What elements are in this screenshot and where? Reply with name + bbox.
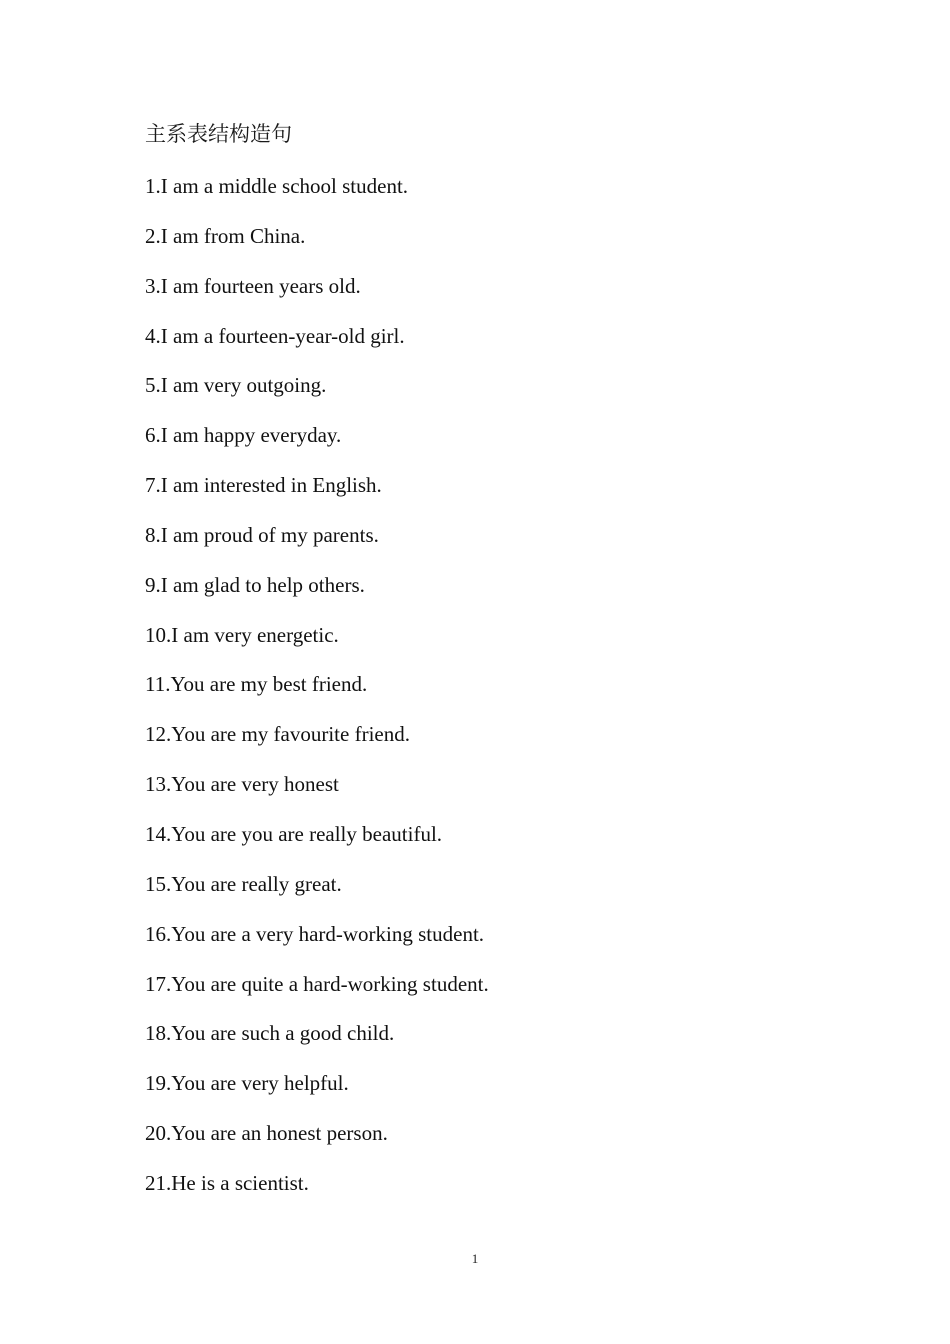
page-title: 主系表结构造句 bbox=[145, 122, 292, 146]
sentence-item: 3.I am fourteen years old. bbox=[145, 273, 361, 298]
sentence-item: 15.You are really great. bbox=[145, 871, 342, 896]
sentence-item: 13.You are very honest bbox=[145, 772, 339, 797]
sentence-item: 12.You are my favourite friend. bbox=[145, 722, 410, 747]
sentence-item: 16.You are a very hard-working student. bbox=[145, 921, 485, 946]
sentence-item: 6.I am happy everyday. bbox=[145, 423, 342, 448]
sentence-item: 14.You are you are really beautiful. bbox=[145, 821, 443, 846]
sentence-list bbox=[145, 171, 489, 1218]
sentence-item: 1.I am a middle school student. bbox=[145, 174, 409, 198]
sentence-item: 17.You are quite a hard-working student. bbox=[145, 971, 489, 996]
sentence-item: 10.I am very energetic. bbox=[145, 622, 339, 647]
sentence-item: 18.You are such a good child. bbox=[145, 1021, 395, 1046]
sentence-item: 7.I am interested in English. bbox=[145, 473, 382, 498]
sentence-item: 2.I am from China. bbox=[145, 223, 306, 248]
sentence-item: 4.I am a fourteen-year-old girl. bbox=[145, 323, 405, 348]
sentence-item: 21.He is a scientist. bbox=[145, 1170, 309, 1195]
sentence-item: 20.You are an honest person. bbox=[145, 1121, 388, 1146]
sentence-item: 9.I am glad to help others. bbox=[145, 572, 365, 597]
sentence-item: 5.I am very outgoing. bbox=[145, 373, 327, 398]
sentence-item: 11.You are my best friend. bbox=[145, 672, 368, 697]
page-number: 1 bbox=[471, 1251, 479, 1266]
sentence-item: 8.I am proud of my parents. bbox=[145, 522, 379, 547]
sentence-item: 19.You are very helpful. bbox=[145, 1071, 349, 1096]
